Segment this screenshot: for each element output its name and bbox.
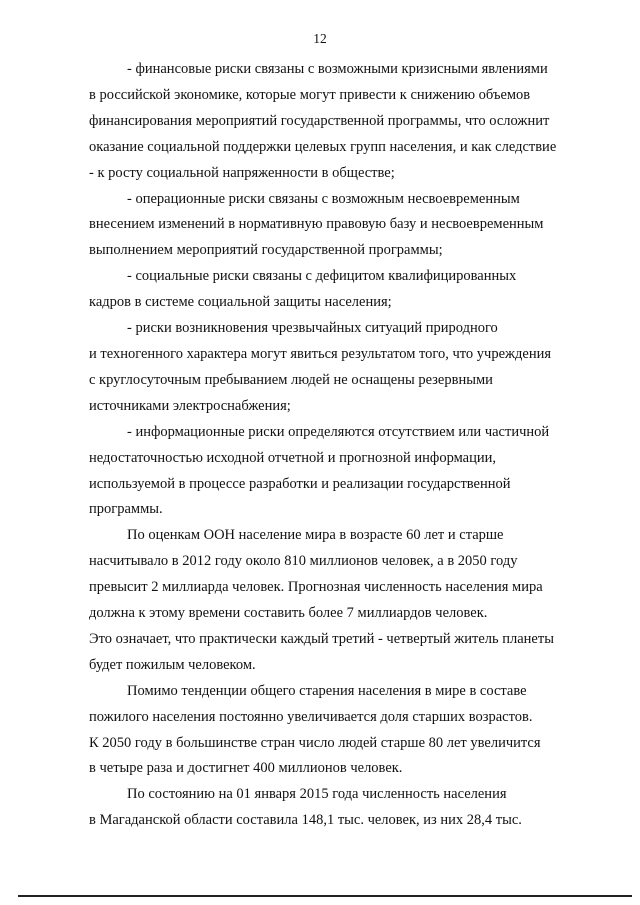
paragraph-operational-risks: - операционные риски связаны с возможным несвоевременным внесением изменений в нормативную правовую базу и несвоевременным выполнением мероприятий государственной программы;: [89, 190, 544, 259]
document-body: [89, 57, 571, 834]
page-number: 12: [313, 31, 327, 46]
paragraph-social-risks: - социальные риски связаны с дефицитом квалифицированных кадров в системе социальной защиты населения;: [89, 268, 517, 311]
paragraph-magadan-population: По состоянию на 01 января 2015 года численность населения в Магаданской области составила 148,1 тыс. человек, из них 28,4 тыс.: [89, 786, 522, 829]
paragraph-financial-risks: - финансовые риски связаны с возможными кризисными явлениями в российской экономике, которые могут привести к снижению объемов финансирования мероприятий государственной программы, что осложнит оказание социальной поддержки целевых групп населения, и как следствие - к росту социальной напряженности в обществе;: [89, 61, 557, 181]
paragraph-information-risks: - информационные риски определяются отсутствием или частичной недостаточностью исходной отчетной и прогнозной информации, используемой в процессе разработки и реализации государственной программы.: [89, 423, 550, 518]
paragraph-aging-trends: Помимо тенденции общего старения населения в мире в составе пожилого населения постоянно увеличивается доля старших возрастов. К 2050 году в большинстве стран число людей старше 80 лет увеличится в четыре раза и достигнет 400 миллионов человек.: [89, 682, 541, 777]
paragraph-un-estimates: По оценкам ООН население мира в возрасте 60 лет и старше насчитывало в 2012 году около 810 миллионов человек, а в 2050 году превысит 2 миллиарда человек. Прогнозная численность населения мира должна к этому времени составить более 7 миллиардов человек. Это означает, что практически каждый третий - четвертый житель планеты будет пожилым человеком.: [89, 527, 554, 673]
page-bottom-border: [18, 895, 632, 897]
paragraph-emergency-risks: - риски возникновения чрезвычайных ситуаций природного и техногенного характера могут явиться результатом того, что учреждения с круглосуточным пребыванием людей не оснащены резервными источниками электроснабжения;: [89, 320, 552, 414]
